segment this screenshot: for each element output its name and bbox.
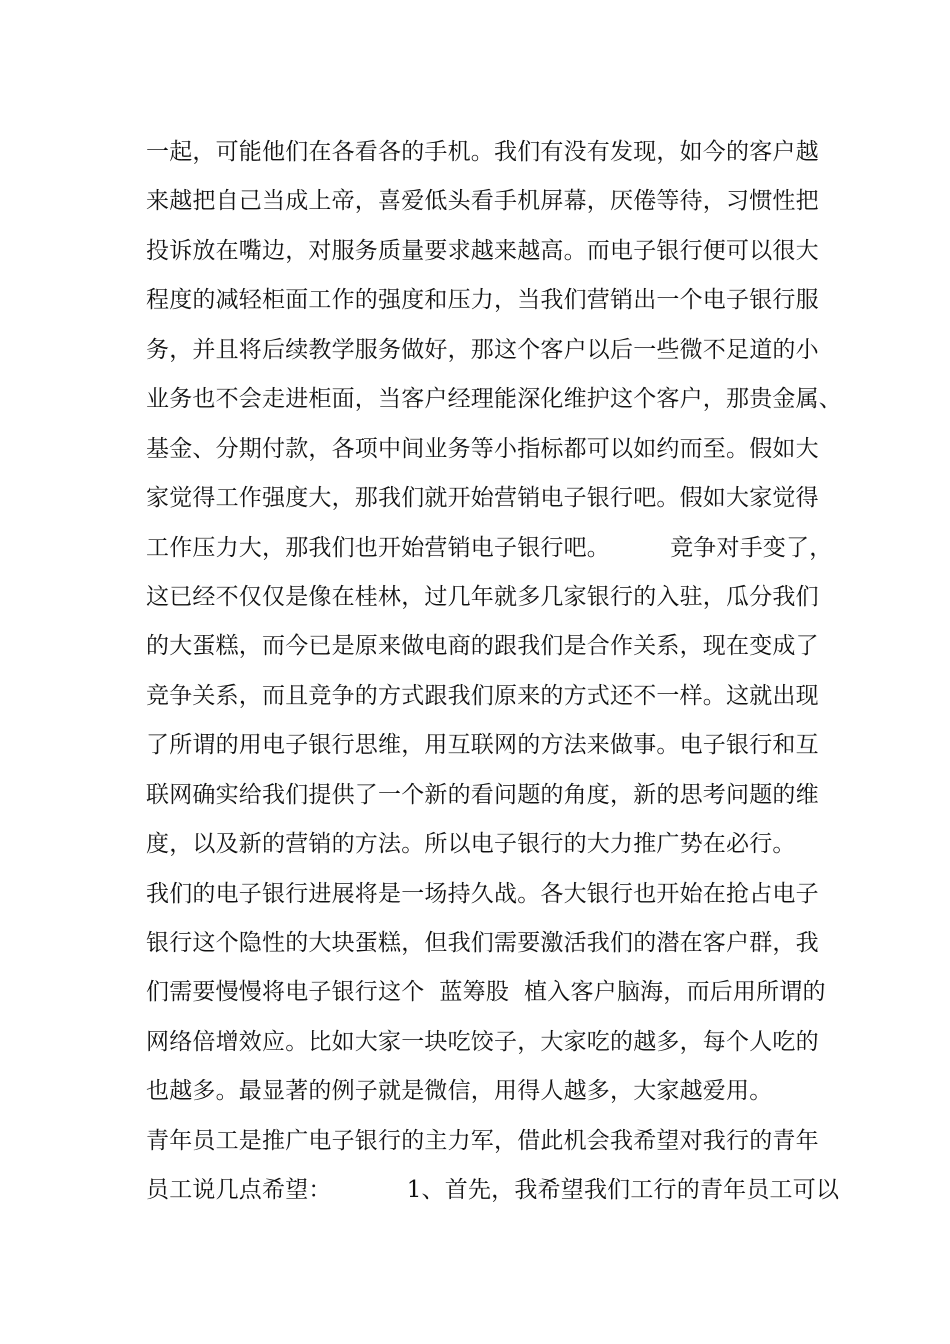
text-line: 一起，可能他们在各看各的手机。我们有没有发现，如今的客户越 <box>146 139 819 165</box>
text-line: 投诉放在嘴边，对服务质量要求越来越高。而电子银行便可以很大 <box>146 237 819 264</box>
text-line: 也越多。最显著的例子就是微信，用得人越多，大家越爱用。 <box>146 1078 773 1105</box>
text-line: 业务也不会走进柜面，当客户经理能深化维护这个客户，那贵金属、 <box>146 386 842 413</box>
text-line: 青年员工是推广电子银行的主力军，借此机会我希望对我行的青年 <box>146 1127 819 1154</box>
text-line: 度，以及新的营销的方法。所以电子银行的大力推广势在必行。 <box>146 831 796 858</box>
text-line: 务，并且将后续教学服务做好，那这个客户以后一些微不足道的小 <box>146 336 819 363</box>
text-line: 工作压力大，那我们也开始营销电子银行吧。 竞争对手变了， <box>146 534 833 561</box>
text-line: 们需要慢慢将电子银行这个 蓝筹股 植入客户脑海，而后用所谓的 <box>146 979 826 1006</box>
text-line: 的大蛋糕，而今已是原来做电商的跟我们是合作关系，现在变成了 <box>146 633 819 660</box>
text-line: 程度的减轻柜面工作的强度和压力，当我们营销出一个电子银行服 <box>146 287 819 314</box>
body-text <box>146 132 842 1220</box>
text-line: 员工说几点希望： 1、首先，我希望我们工行的青年员工可以 <box>146 1177 840 1204</box>
text-line: 联网确实给我们提供了一个新的看问题的角度，新的思考问题的维 <box>146 781 819 808</box>
text-line: 家觉得工作强度大，那我们就开始营销电子银行吧。假如大家觉得 <box>146 485 819 512</box>
text-line: 了所谓的用电子银行思维，用互联网的方法来做事。电子银行和互 <box>146 732 819 759</box>
text-line: 这已经不仅仅是像在桂林，过几年就多几家银行的入驻，瓜分我们 <box>146 583 819 610</box>
text-line: 竞争关系，而且竞争的方式跟我们原来的方式还不一样。这就出现 <box>146 682 819 709</box>
text-line: 来越把自己当成上帝，喜爱低头看手机屏幕，厌倦等待，习惯性把 <box>146 188 819 215</box>
text-line: 网络倍增效应。比如大家一块吃饺子，大家吃的越多，每个人吃的 <box>146 1028 819 1055</box>
text-line: 银行这个隐性的大块蛋糕，但我们需要激活我们的潜在客户群，我 <box>146 930 819 956</box>
text-line: 我们的电子银行进展将是一场持久战。各大银行也开始在抢占电子 <box>146 880 819 907</box>
text-line: 基金、分期付款，各项中间业务等小指标都可以如约而至。假如大 <box>146 435 819 462</box>
